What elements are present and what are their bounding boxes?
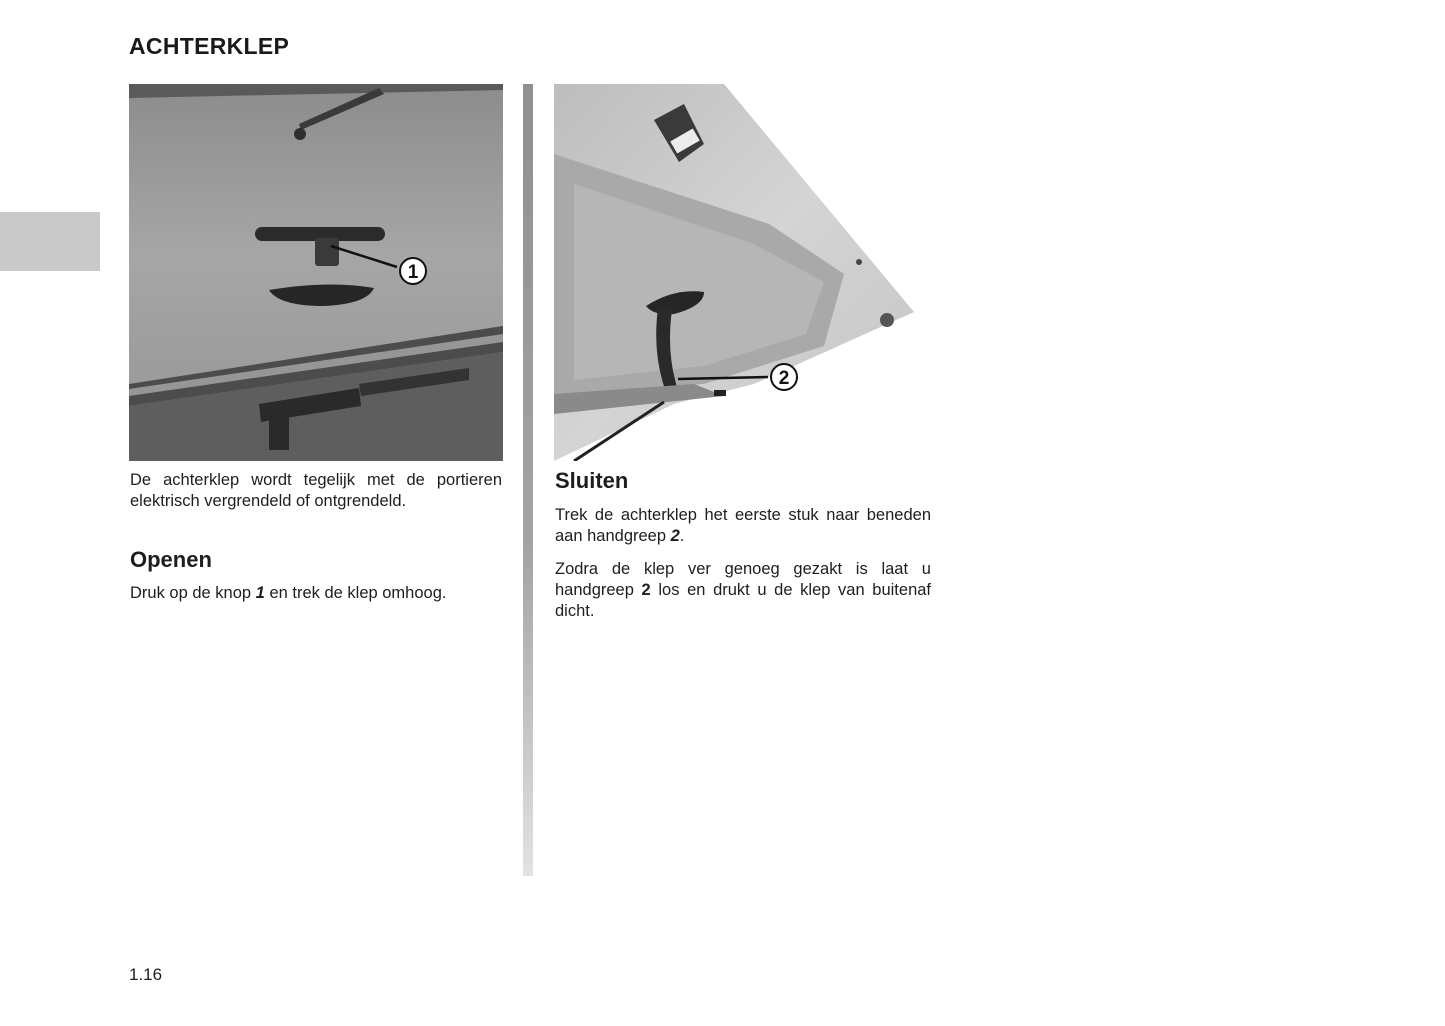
- openen-text-before: Druk op de knop: [130, 584, 256, 602]
- tailgate-interior-photo: [554, 84, 931, 461]
- tailgate-exterior-illustration: [129, 84, 503, 461]
- tailgate-interior-illustration: [554, 84, 931, 461]
- openen-heading: Openen: [130, 547, 212, 572]
- callout-2-label: 2: [778, 368, 790, 389]
- column-divider: [523, 84, 533, 876]
- sluiten-paragraph-2: [555, 559, 931, 622]
- sluiten-p2-after: los en drukt u de klep van buitenaf dicht.: [555, 581, 932, 620]
- sluiten-p1-ref: 2: [670, 527, 680, 545]
- sluiten-p2-before: Zodra de klep ver genoeg gezakt is laat u handgreep: [555, 560, 931, 599]
- callout-1-label: 1: [407, 262, 419, 283]
- sluiten-paragraph-1: [555, 505, 931, 547]
- intro-paragraph: De achterklep wordt tegelijk met de portieren elektrisch vergrendeld of ontgrendeld.: [130, 471, 502, 510]
- openen-text-after: en trek de klep omhoog.: [264, 584, 447, 602]
- sluiten-p1-after: .: [679, 527, 685, 545]
- sluiten-p1-before: Trek de achterklep het eerste stuk naar beneden aan handgreep: [555, 506, 931, 545]
- sluiten-heading: Sluiten: [555, 468, 629, 493]
- openen-paragraph: [130, 583, 510, 604]
- tailgate-exterior-photo: [129, 84, 503, 461]
- page-number: 1.16: [129, 965, 163, 984]
- sluiten-p2-ref: 2: [641, 581, 651, 599]
- openen-button-ref: 1: [255, 584, 265, 602]
- section-tab-marker: [0, 212, 100, 271]
- page-title: ACHTERKLEP: [129, 33, 290, 59]
